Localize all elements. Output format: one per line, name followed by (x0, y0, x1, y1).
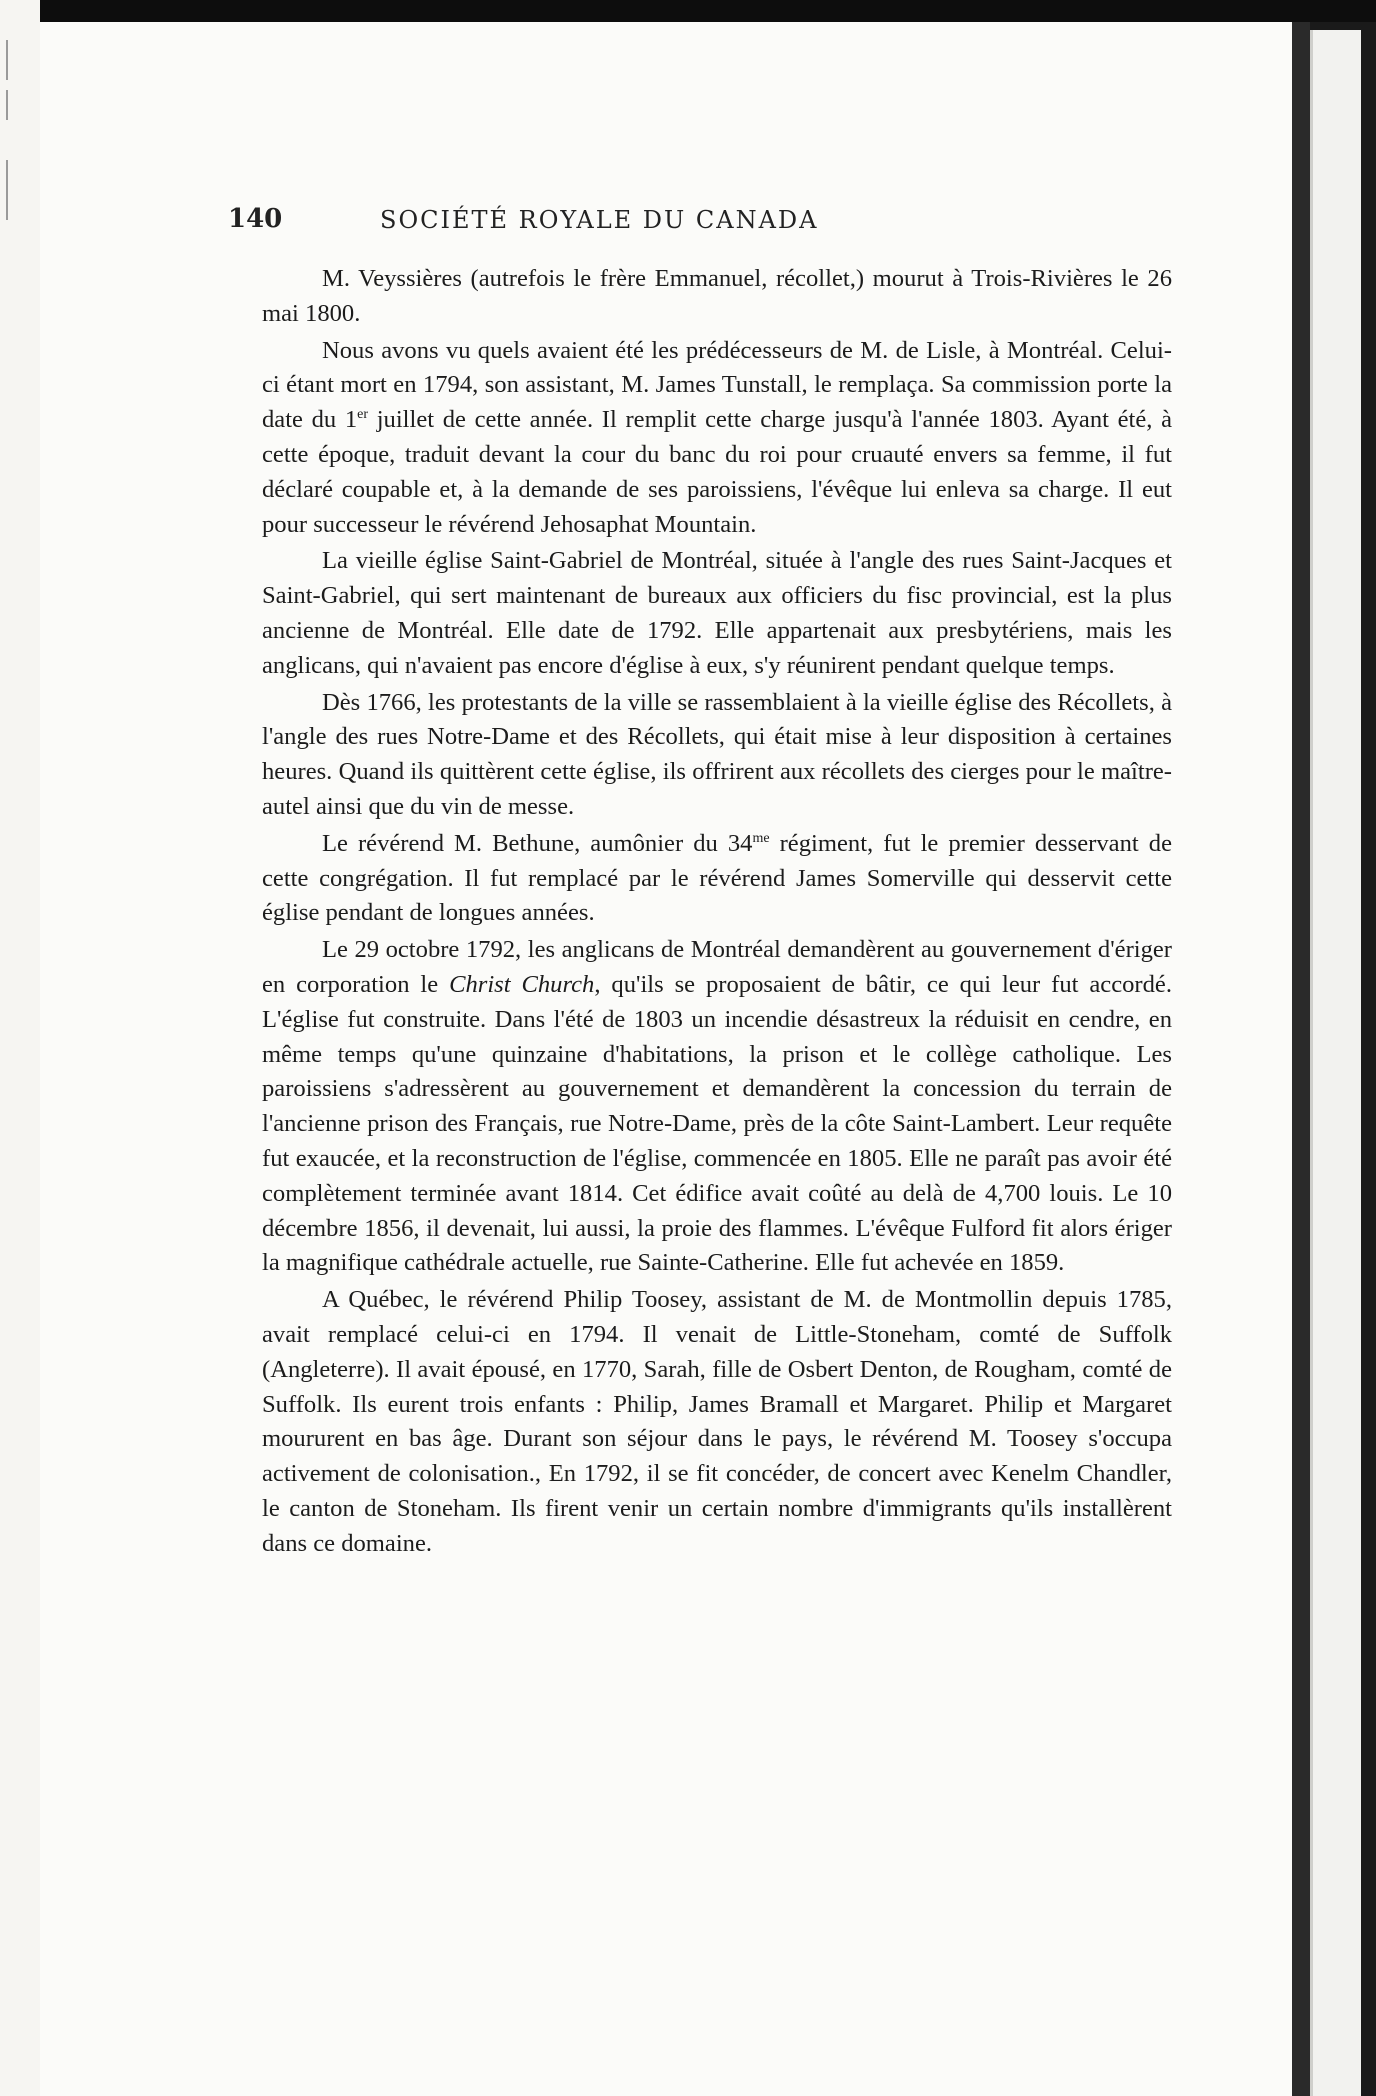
body-text (262, 262, 1172, 1561)
paragraph-text: La vieille église Saint-Gabriel de Montréal, située à l'angle des rues Saint-Jacques et Saint-Gabriel, qui sert maintenant de bureaux aux officiers du fisc provincial, est la plus ancienne de Montréal. Elle date de 1792. Elle appartenait aux presbytériens, mais les anglicans, qui n'avaient pas encore d'église à eux, s'y réunirent pendant quelque temps. (262, 547, 1172, 679)
page-gutter-shadow (1292, 22, 1310, 2096)
scan-edge-mark (6, 90, 16, 120)
paragraph-text: Le 29 octobre 1792, les anglicans de Montréal demandèrent au gouvernement d'ériger en corporation le (262, 936, 1172, 998)
superscript: er (357, 407, 369, 422)
paragraph (262, 827, 1172, 931)
paragraph-text: juillet de cette année. Il remplit cette charge jusqu'à l'année 1803. Ayant été, à cette époque, traduit devant la cour du banc du roi pour cruauté envers sa femme, il fut déclaré coupable et, à la demande de ses paroissiens, l'évêque lui enleva sa charge. Il eut pour successeur le révérend Jehosaphat Mountain. (262, 406, 1172, 538)
scan-left-margin (0, 0, 40, 2096)
paragraph (262, 1283, 1172, 1561)
paragraph-text: A Québec, le révérend Philip Toosey, assistant de M. de Montmollin depuis 1785, avait remplacé celui-ci en 1794. Il venait de Little-Stoneham, comté de Suffolk (Angleterre). Il avait épousé, en 1770, Sarah, fille de Osbert Denton, de Rougham, comté de Suffolk. Ils eurent trois enfants : Philip, James Bramall et Margaret. Philip et Margaret moururent en bas âge. Durant son séjour dans le pays, le révérend M. Toosey s'occupa activement de colonisation., En 1792, il se fit concéder, de concert avec Kenelm Chandler, le canton de Stoneham. Ils firent venir un certain nombre d'immigrants qu'ils installèrent dans ce domaine. (262, 1286, 1172, 1557)
paragraph-text: Dès 1766, les protestants de la ville se rassemblaient à la vieille église des Récollets, à l'angle des rues Notre-Dame et des Récollets, qui était mise à leur disposition à certaines heures. Quand ils quittèrent cette église, ils offrirent aux récollets des cierges pour le maître-autel ainsi que du vin de messe. (262, 688, 1172, 820)
superscript: me (752, 830, 770, 846)
paragraph-text: , qu'ils se proposaient de bâtir, ce qui leur fut accordé. L'église fut construite. Dans l'été de 1803 un incendie désastreux la réduisit en cendre, en même temps qu'une quinzaine d'habitations, la prison et le collège catholique. Les paroissiens s'adressèrent au gouvernement et demandèrent la concession du terrain de l'ancienne prison des Français, rue Notre-Dame, près de la côte Saint-Lambert. Leur requête fut exaucée, et la reconstruction de l'église, commencée en 1805. Elle ne paraît pas avoir été complètement terminée avant 1814. Cet édifice avait coûté au delà de 4,700 louis. Le 10 décembre 1856, il devenait, lui aussi, la proie des flammes. L'évêque Fulford fit alors ériger la magnifique cathédrale actuelle, rue Sainte-Catherine. Elle fut achevée en 1859. (262, 970, 1172, 1277)
paragraph-text: régiment, fut le premier desservant de cette congrégation. Il fut remplacé par le révérend James Somerville qui desservit cette église pendant de longues années. (262, 829, 1172, 927)
italic-text: Christ Church (449, 970, 595, 998)
next-page-edge (1310, 30, 1361, 2096)
scan-edge-mark (6, 40, 16, 80)
running-title: SOCIÉTÉ ROYALE DU CANADA (380, 206, 819, 234)
page-header (228, 204, 1078, 244)
paragraph-text: Le révérend M. Bethune, aumônier du 34 (322, 829, 753, 857)
paragraph (262, 686, 1172, 825)
scan-top-border (0, 0, 1376, 22)
scan-edge-mark (6, 160, 16, 220)
paragraph (262, 262, 1172, 332)
page-number: 140 (228, 204, 283, 234)
paragraph (262, 334, 1172, 543)
paragraph-text: Nous avons vu quels avaient été les prédécesseurs de M. de Lisle, à Montréal. Celui-ci étant mort en 1794, son assistant, M. James Tunstall, le remplaça. Sa commission porte la date du 1 (262, 336, 1172, 434)
paragraph-text: M. Veyssières (autrefois le frère Emmanuel, récollet,) mourut à Trois-Rivières le 26 mai 1800. (262, 265, 1172, 327)
paragraph (262, 933, 1172, 1281)
paragraph (262, 544, 1172, 683)
